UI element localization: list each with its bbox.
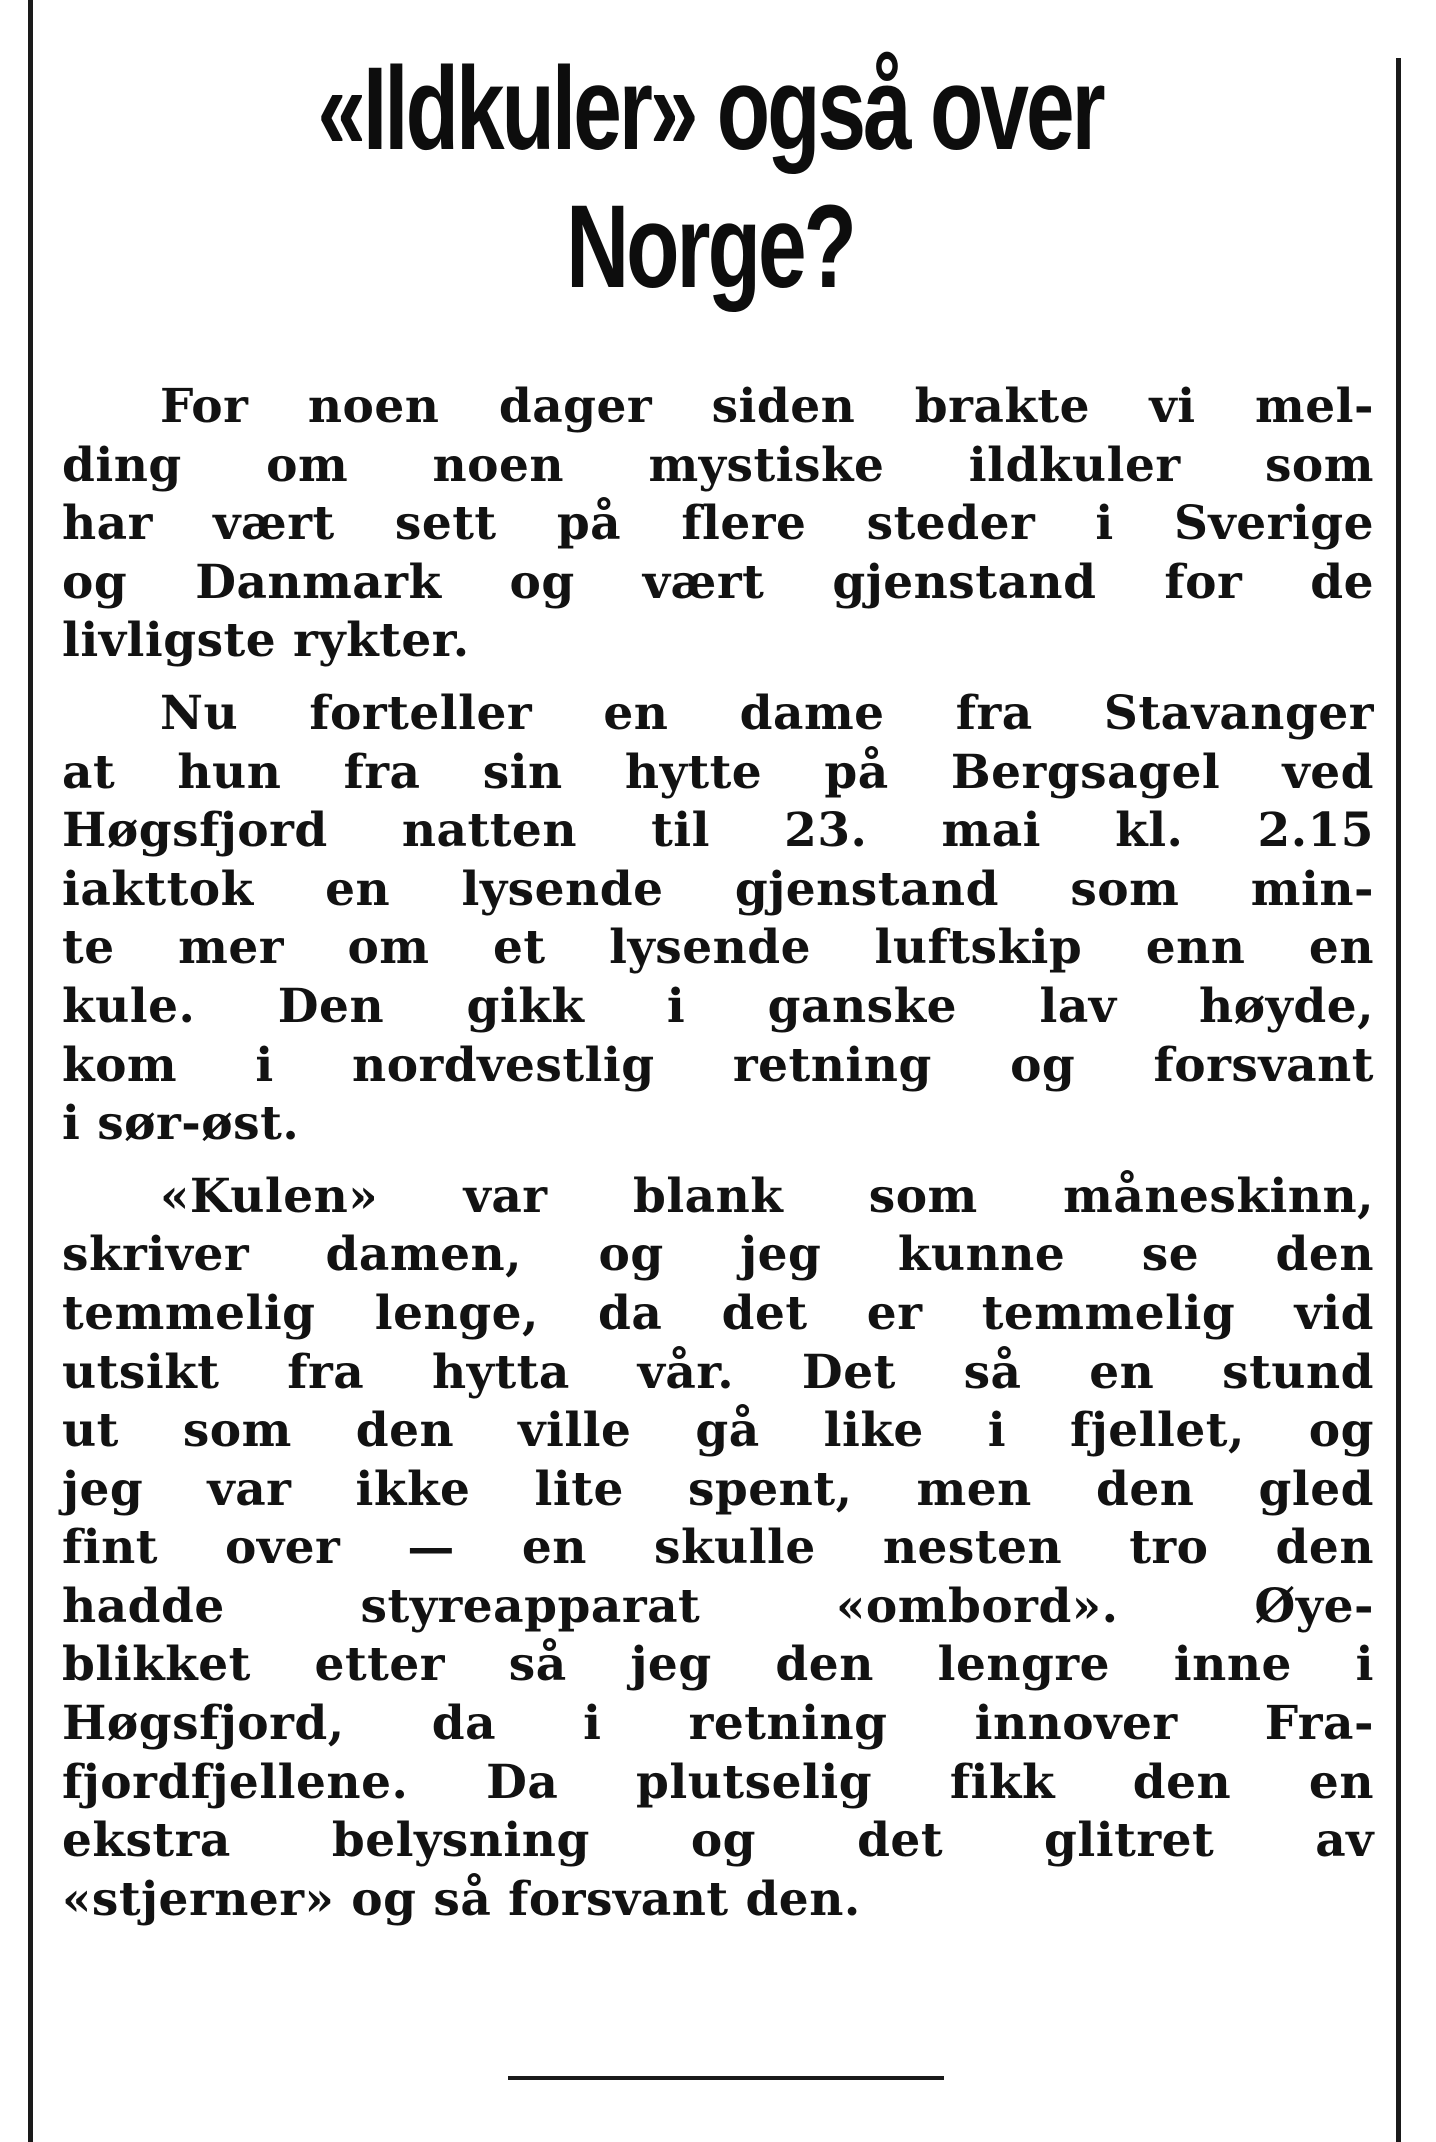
text-line: ding om noen mystiske ildkuler som [62, 437, 1374, 493]
paragraph-2 [62, 685, 1374, 1154]
text-line: blikket etter så jeg den lengre inne i [62, 1637, 1374, 1693]
text-line: og Danmark og vært gjenstand for de [62, 554, 1374, 610]
text-line: For noen dager siden brakte vi mel- [160, 379, 1374, 434]
text-line: hadde styreapparat «ombord». Øye- [62, 1578, 1374, 1634]
text-line: livligste rykter. [62, 613, 470, 669]
headline [229, 40, 1191, 316]
text-line: «Kulen» var blank som måneskinn, [160, 1168, 1374, 1224]
text-line: temmelig lenge, da det er temmelig vid [62, 1285, 1374, 1341]
column-rule-left [28, 0, 33, 2142]
text-line: Nu forteller en dame fra Stavanger [160, 685, 1374, 741]
text-line: utsikt fra hytta vår. Det så en stund [62, 1344, 1374, 1400]
text-line: kule. Den gikk i ganske lav høyde, [62, 978, 1374, 1034]
text-line: te mer om et lysende luftskip enn en [62, 920, 1374, 976]
text-line: skriver damen, og jeg kunne se den [62, 1227, 1374, 1283]
text-line: fint over — en skulle nesten tro den [62, 1520, 1374, 1576]
text-line: at hun fra sin hytte på Bergsagel ved [62, 744, 1374, 800]
text-line: ut som den ville gå like i fjellet, og [62, 1403, 1374, 1459]
column-rule-right [1396, 58, 1401, 2142]
text-line: jeg var ikke lite spent, men den gled [62, 1461, 1374, 1517]
text-line: «stjerner» og så forsvant den. [62, 1871, 861, 1927]
text-line: fjordfjellene. Da plutselig fikk den en [62, 1754, 1374, 1810]
text-line: ekstra belysning og det glitret av [62, 1813, 1374, 1869]
text-line: Høgsfjord, da i retning innover Fra- [62, 1696, 1374, 1752]
headline-line: «Ildkuler» også over [317, 43, 1103, 175]
text-line: iakttok en lysende gjenstand som min- [62, 861, 1374, 917]
paragraph-3 [62, 1168, 1374, 1930]
article-end-rule [508, 2076, 944, 2080]
article-body [62, 378, 1374, 1943]
headline-line: Norge? [566, 181, 854, 313]
text-line: kom i nordvestlig retning og forsvant [62, 1037, 1374, 1093]
paragraph-1 [62, 378, 1374, 671]
text-line: har vært sett på flere steder i Sverige [62, 496, 1374, 552]
text-line: i sør-øst. [62, 1096, 300, 1152]
text-line: Høgsfjord natten til 23. mai kl. 2.15 [62, 803, 1374, 859]
